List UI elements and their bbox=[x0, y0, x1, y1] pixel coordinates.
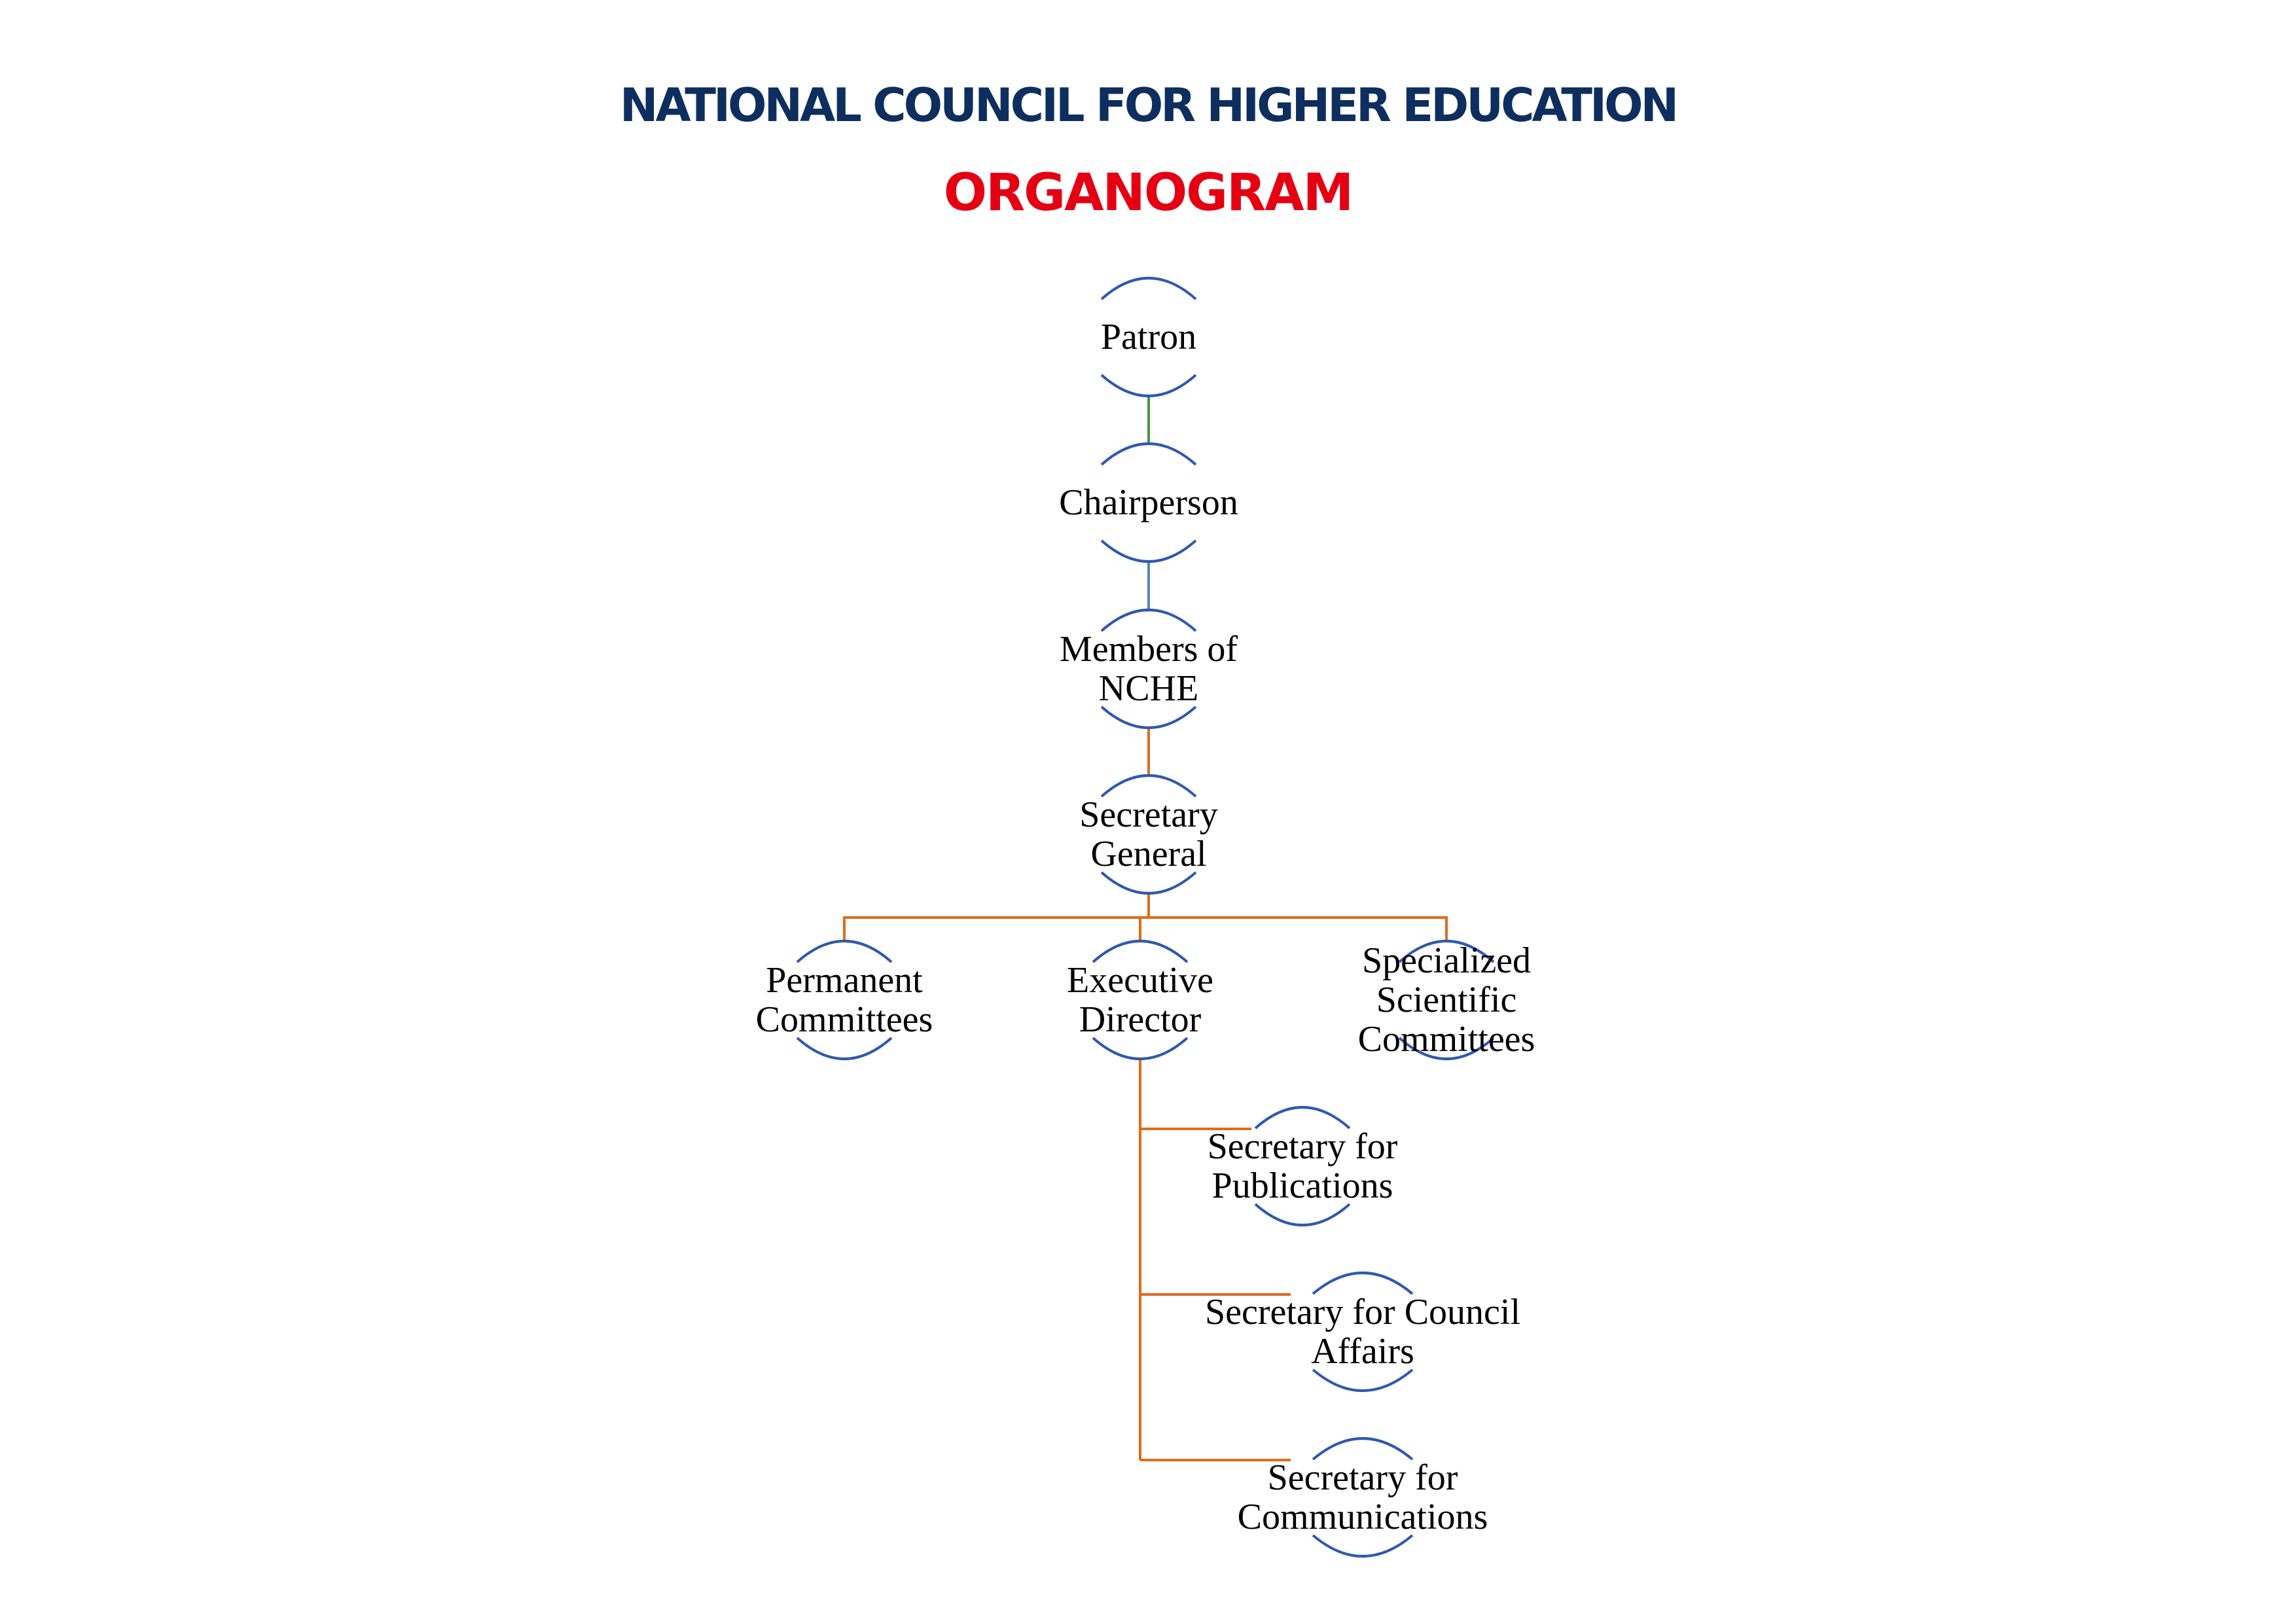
node-bottom-arc bbox=[1313, 1535, 1412, 1556]
node-chairperson bbox=[1059, 444, 1238, 562]
node-label-line: Patron bbox=[1100, 317, 1197, 357]
node-secretary-general bbox=[1079, 776, 1217, 893]
node-label-line: Scientific bbox=[1376, 980, 1517, 1020]
page-title: NATIONAL COUNCIL FOR HIGHER EDUCATION bbox=[619, 79, 1677, 132]
node-top-arc bbox=[1102, 278, 1196, 299]
page-subtitle: ORGANOGRAM bbox=[943, 164, 1353, 223]
node-top-arc bbox=[1102, 776, 1196, 796]
node-secretary-for-council-affairs bbox=[1205, 1273, 1520, 1391]
node-bottom-arc bbox=[1255, 1204, 1350, 1225]
node-label-line: Secretary bbox=[1079, 794, 1218, 835]
node-top-arc bbox=[1255, 1107, 1350, 1128]
node-label-line: Secretary for bbox=[1207, 1126, 1398, 1167]
connector-secretary-general-branches bbox=[844, 895, 1446, 940]
node-top-arc bbox=[1102, 610, 1196, 631]
node-top-arc bbox=[1313, 1273, 1412, 1294]
node-label-line: Permanent bbox=[766, 960, 923, 1001]
node-label-line: NCHE bbox=[1098, 668, 1199, 709]
node-label-line: Specialized bbox=[1361, 940, 1532, 981]
node-label-line: General bbox=[1090, 834, 1207, 874]
node-bottom-arc bbox=[1102, 375, 1196, 396]
connector-executive-director-secretaries bbox=[1140, 1060, 1291, 1460]
node-bottom-arc bbox=[1102, 707, 1196, 728]
node-bottom-arc bbox=[1313, 1370, 1412, 1391]
node-patron bbox=[1101, 278, 1196, 396]
node-label-line: Committees bbox=[755, 999, 933, 1040]
node-label-line: Committees bbox=[1357, 1019, 1535, 1060]
node-executive-director bbox=[1067, 941, 1213, 1059]
node-label-line: Director bbox=[1079, 999, 1202, 1040]
node-permanent-committees bbox=[756, 941, 933, 1059]
node-label-line: Communications bbox=[1237, 1497, 1488, 1537]
node-label-line: Publications bbox=[1211, 1166, 1393, 1206]
node-label-line: Executive bbox=[1067, 960, 1213, 1001]
node-secretary-for-communications bbox=[1238, 1438, 1488, 1556]
node-bottom-arc bbox=[797, 1038, 891, 1059]
node-label-line: Chairperson bbox=[1059, 482, 1238, 523]
node-members-of-nche bbox=[1060, 610, 1238, 728]
node-label-line: Secretary for bbox=[1267, 1457, 1458, 1498]
node-bottom-arc bbox=[1093, 1038, 1187, 1059]
node-bottom-arc bbox=[1102, 541, 1196, 562]
node-top-arc bbox=[1313, 1438, 1412, 1459]
node-specialized-scientific-committees bbox=[1358, 940, 1535, 1060]
node-secretary-for-publications bbox=[1208, 1107, 1398, 1225]
node-bottom-arc bbox=[1102, 872, 1196, 893]
node-label-line: Affairs bbox=[1311, 1331, 1414, 1372]
node-label-line: Secretary for Council bbox=[1204, 1292, 1521, 1332]
node-top-arc bbox=[1093, 941, 1187, 962]
node-label-line: Members of bbox=[1059, 629, 1238, 669]
node-top-arc bbox=[1102, 444, 1196, 465]
node-top-arc bbox=[797, 941, 891, 962]
